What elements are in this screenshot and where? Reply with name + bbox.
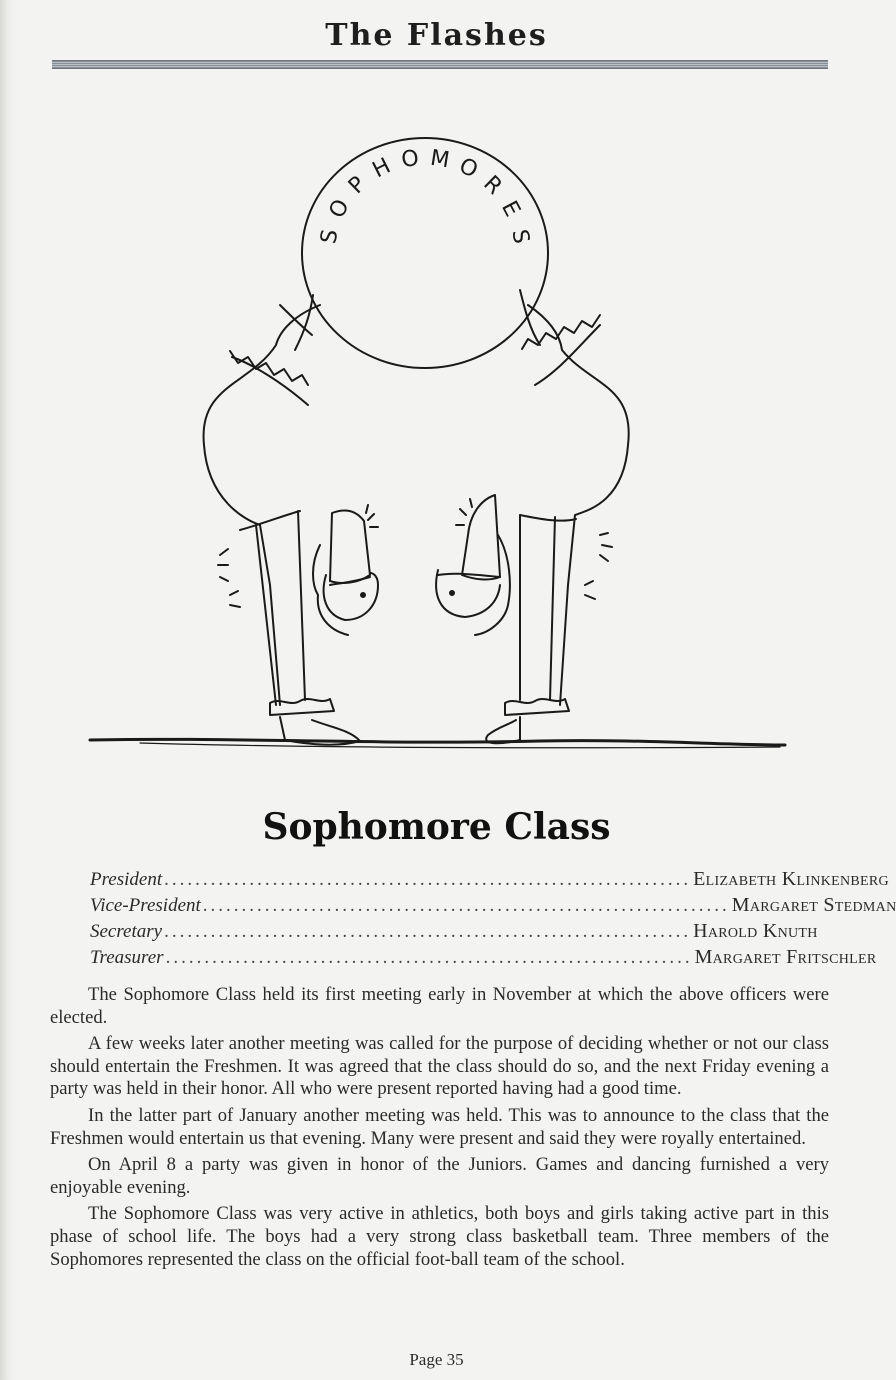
paragraph: The Sophomore Class was very active in athletics, both boys and girls taking active part in this phase of school life. The boys had a very strong class basketball team. Three members of the Sophomores represented the class on the official foot-ball team of the school. [50,1203,829,1270]
paragraph: A few weeks later another meeting was called for the purpose of deciding whether or not our class should entertain the Freshmen. It was agreed that the class should do so, and the next Friday evening a party was held in their honor. All who were present reported having had a good time. [50,1033,829,1100]
officers-list [90,868,896,972]
officer-name: Harold Knuth [693,920,818,942]
officer-role: Secretary [90,921,163,942]
balloon-letter: O [324,195,355,223]
paragraph: In the latter part of January another meeting was held. This was to announce to the class that the Freshmen would entertain us that evening. Many were present and said they were royally entertained. [50,1104,829,1149]
balloon-letter: S [316,227,344,246]
right-clown [436,290,629,743]
running-header-title: The Flashes [325,18,548,53]
balloon-letter: O [399,145,421,174]
section-title: Sophomore Class [262,806,611,848]
balloon-letter: M [428,145,452,174]
leader-dots: .................................................................... [165,947,693,968]
balloon-letter: O [454,153,482,184]
officer-name: Margaret Fritschler [694,946,877,968]
balloon-letter: P [343,171,371,200]
leader-dots: .................................................................... [164,869,692,890]
officer-name: Margaret Stedman [731,894,896,916]
balloon-letter: H [368,153,395,184]
page-number: Page 35 [409,1350,464,1369]
officer-row-treasurer [90,946,877,972]
balloon [302,138,548,368]
balloon-letter: E [496,196,525,221]
page-binding-edge [0,0,14,1380]
officer-role: Treasurer [90,947,164,968]
leader-dots: .................................................................... [202,895,730,916]
body-text [50,984,829,1275]
balloon-letter: S [506,227,534,246]
balloon-letter: R [478,171,507,200]
left-clown [204,295,378,745]
officer-role: President [90,869,163,890]
officer-name: Elizabeth Klinkenberg [693,868,889,890]
paragraph: The Sophomore Class held its first meeting early in November at which the above officers were elected. [50,984,829,1028]
balloon-lettering [316,146,533,246]
officer-role: Vice-President [90,895,201,916]
header-rule [52,60,828,69]
officer-row-secretary [90,920,818,946]
officer-row-vice-president [90,894,896,920]
leader-dots: .................................................................... [164,921,692,942]
officer-row-president [90,868,889,894]
paragraph: On April 8 a party was given in honor of the Juniors. Games and dancing furnished a very enjoyable evening. [50,1154,829,1198]
sophomores-balloon-illustration [80,115,795,755]
